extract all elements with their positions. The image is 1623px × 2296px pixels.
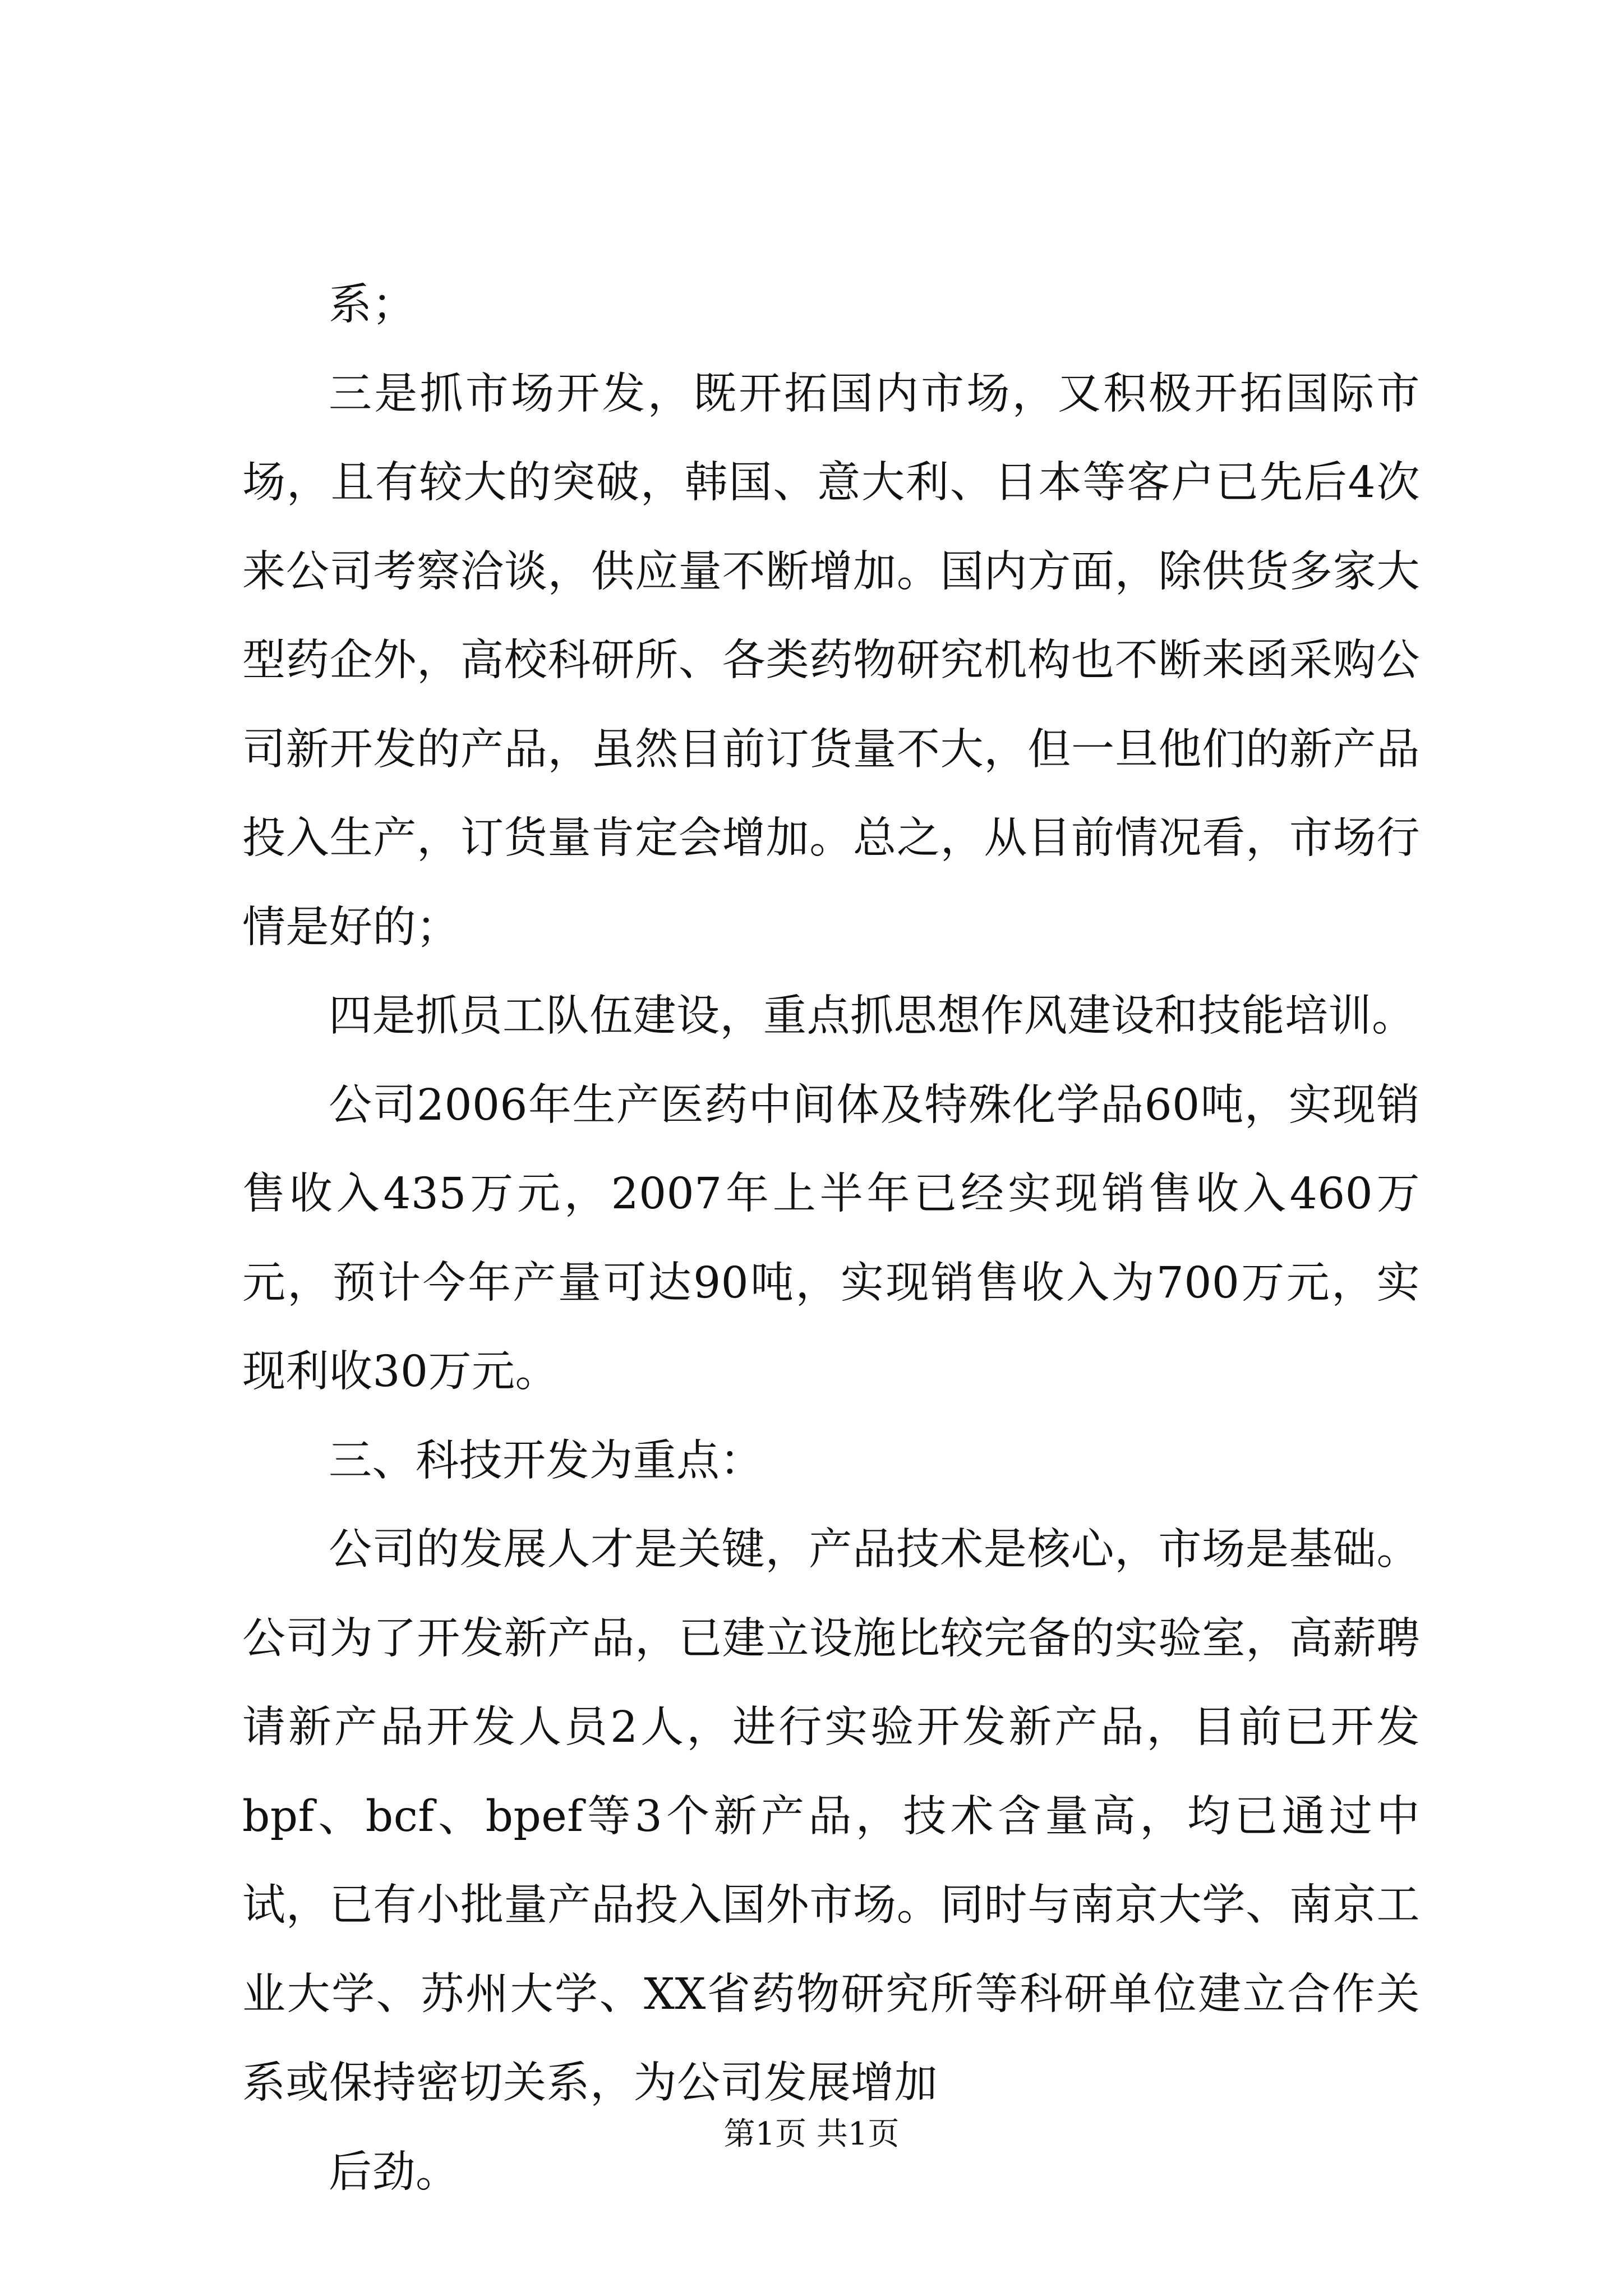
- section-heading-rnd: 三、科技开发为重点：: [329, 1435, 763, 1486]
- paragraph-closing: 后劲。: [329, 2147, 459, 2197]
- paragraph-market-development: 三是抓市场开发，既开拓国内市场，又积极开拓国际市场，且有较大的突破，韩国、意大利、日本等客户已先后4次来公司考察洽谈，供应量不断增加。国内方面，除供货多家大型药企外，高校科研所、各类药物研究机构也不断来函采购公司新开发的产品，虽然目前订货量不大，但一旦他们的新产品投入生产，订货量肯定会增加。总之，从目前情况看，市场行情是好的；: [242, 369, 1420, 953]
- paragraph-production-sales: 公司2006年生产医药中间体及特殊化学品60吨，实现销售收入435万元，2007年上半年已经实现销售收入460万元，预计今年产量可达90吨，实现销售收入为700万元，实现利收30万元。: [242, 1080, 1420, 1397]
- page-number-footer: 第1页 共1页: [723, 2116, 900, 2152]
- document-body: [242, 261, 1420, 2217]
- paragraph-rnd-details: 公司的发展人才是关键，产品技术是核心，市场是基础。公司为了开发新产品，已建立设施比较完备的实验室，高薪聘请新产品开发人员2人，进行实验开发新产品，目前已开发bpf、bcf、bpef等3个新产品，技术含量高，均已通过中试，已有小批量产品投入国外市场。同时与南京大学、南京工业大学、苏州大学、XX省药物研究所等科研单位建立合作关系或保持密切关系，为公司发展增加: [242, 1525, 1420, 2108]
- paragraph-staff-building: 四是抓员工队伍建设，重点抓思想作风建设和技能培训。: [329, 991, 1415, 1041]
- paragraph-continuation: 系；: [329, 280, 416, 330]
